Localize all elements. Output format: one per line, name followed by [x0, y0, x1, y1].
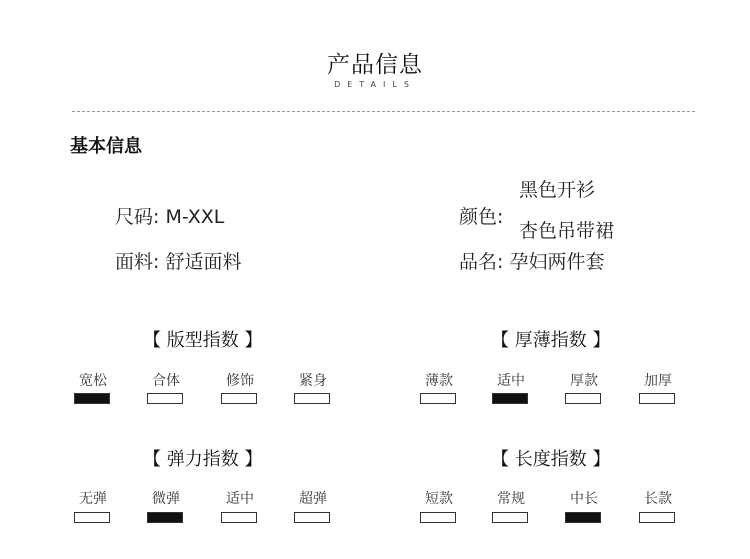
fit-indicator: [147, 393, 183, 404]
length-option-label: 短款: [425, 491, 453, 507]
thickness-option-label: 加厚: [644, 373, 672, 389]
thickness-option-label: 薄款: [425, 373, 453, 389]
fit-indicator: [294, 393, 330, 404]
size-info: 尺码: M-XXL: [115, 206, 225, 228]
index-title-fit: 【 版型指数 】: [143, 330, 263, 351]
fit-indicator: [221, 393, 257, 404]
length-indicator-selected: [565, 512, 601, 523]
color-value-2: 杏色吊带裙: [519, 220, 615, 242]
thickness-option-label: 厚款: [570, 373, 598, 389]
elasticity-option-label: 微弹: [152, 491, 180, 507]
elasticity-option-label: 适中: [226, 491, 254, 507]
color-value-1: 黑色开衫: [519, 179, 596, 201]
fit-option-label: 紧身: [299, 373, 327, 389]
thickness-indicator: [565, 393, 601, 404]
elasticity-indicator: [294, 512, 330, 523]
thickness-indicator: [639, 393, 675, 404]
elasticity-indicator: [74, 512, 110, 523]
fit-option-label: 宽松: [79, 373, 107, 389]
dashed-divider: [72, 111, 695, 112]
length-option-label: 中长: [570, 491, 598, 507]
page-subtitle: DETAILS: [334, 80, 416, 89]
index-title-thickness: 【 厚薄指数 】: [491, 330, 611, 351]
length-indicator: [420, 512, 456, 523]
fit-indicator-selected: [74, 393, 110, 404]
section-heading-basic-info: 基本信息: [70, 136, 142, 157]
length-indicator: [639, 512, 675, 523]
thickness-option-label: 适中: [497, 373, 525, 389]
fit-option-label: 合体: [152, 373, 180, 389]
length-indicator: [492, 512, 528, 523]
thickness-indicator: [420, 393, 456, 404]
elasticity-indicator-selected: [147, 512, 183, 523]
elasticity-option-label: 超弹: [299, 491, 327, 507]
fit-option-label: 修饰: [226, 373, 254, 389]
index-title-elasticity: 【 弹力指数 】: [143, 449, 263, 470]
length-option-label: 常规: [497, 491, 525, 507]
length-option-label: 长款: [644, 491, 672, 507]
product-name-info: 品名: 孕妇两件套: [459, 251, 605, 273]
index-title-length: 【 长度指数 】: [491, 449, 611, 470]
color-label: 颜色:: [459, 206, 504, 228]
page-title: 产品信息: [327, 52, 423, 78]
elasticity-option-label: 无弹: [79, 491, 107, 507]
fabric-info: 面料: 舒适面料: [115, 251, 242, 273]
thickness-indicator-selected: [492, 393, 528, 404]
elasticity-indicator: [221, 512, 257, 523]
